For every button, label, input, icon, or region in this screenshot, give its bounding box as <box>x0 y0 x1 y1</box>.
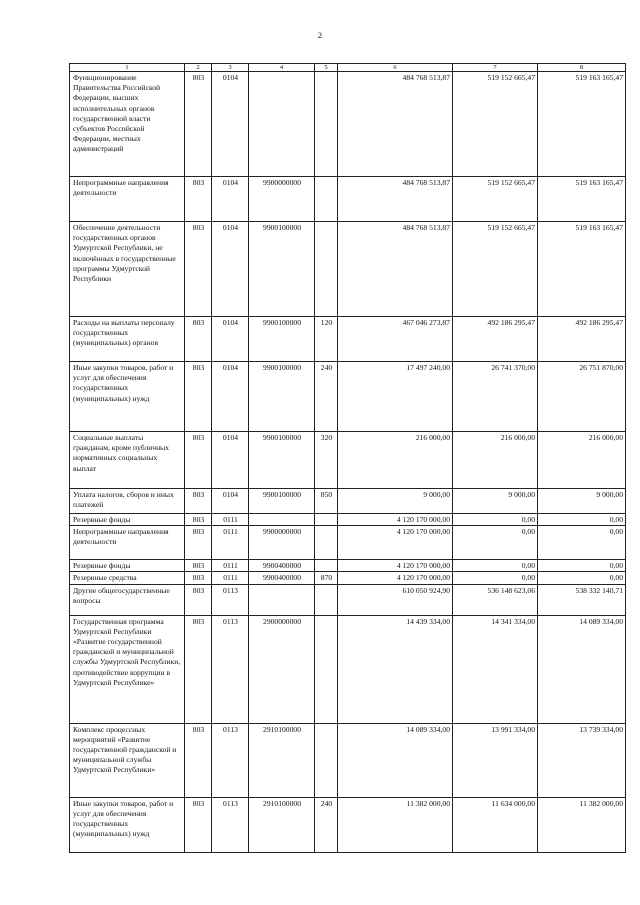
value-cell: 17 497 240,00 <box>338 362 453 432</box>
row-name-cell: Государственная программа Удмуртской Республики «Развитие государственной гражданской и муниципальной службы Удмуртской Республики, противодействие коррупции в Удмуртской Республике» <box>70 615 185 723</box>
value-cell: 467 046 273,87 <box>338 317 453 362</box>
table-row <box>70 584 626 615</box>
value-cell: 9 000,00 <box>453 489 538 514</box>
column-header: 3 <box>212 64 249 72</box>
value-cell: 9900000000 <box>249 526 315 560</box>
table-row <box>70 222 626 317</box>
value-cell: 0,00 <box>538 514 626 526</box>
value-cell: 803 <box>185 560 212 572</box>
row-name-cell: Иные закупки товаров, работ и услуг для обеспечения государственных (муниципальных) нужд <box>70 362 185 432</box>
table-row <box>70 514 626 526</box>
value-cell: 803 <box>185 432 212 489</box>
row-name-cell: Другие общегосударственные вопросы <box>70 584 185 615</box>
value-cell: 870 <box>315 572 338 584</box>
table-header-row <box>70 64 626 72</box>
value-cell: 519 152 665,47 <box>453 222 538 317</box>
column-header: 8 <box>538 64 626 72</box>
value-cell: 803 <box>185 572 212 584</box>
value-cell: 803 <box>185 797 212 852</box>
row-name-cell: Резервные фонды <box>70 514 185 526</box>
table-row <box>70 362 626 432</box>
value-cell: 26 741 370,00 <box>453 362 538 432</box>
value-cell: 216 000,00 <box>453 432 538 489</box>
row-name-cell: Резервные средства <box>70 572 185 584</box>
value-cell: 9900100000 <box>249 489 315 514</box>
value-cell: 13 991 334,00 <box>453 723 538 797</box>
value-cell: 9 000,00 <box>338 489 453 514</box>
value-cell: 803 <box>185 177 212 222</box>
value-cell: 850 <box>315 489 338 514</box>
value-cell: 803 <box>185 362 212 432</box>
value-cell: 240 <box>315 797 338 852</box>
value-cell: 11 634 000,00 <box>453 797 538 852</box>
value-cell: 536 148 623,06 <box>453 584 538 615</box>
value-cell: 14 439 334,00 <box>338 615 453 723</box>
row-name-cell: Иные закупки товаров, работ и услуг для обеспечения государственных (муниципальных) нужд <box>70 797 185 852</box>
value-cell: 0111 <box>212 572 249 584</box>
row-name-cell: Функционирование Правительства Российской Федерации, высших исполнительных органов государственной власти субъектов Российской Федерации, местных администраций <box>70 72 185 177</box>
value-cell: 4 120 170 000,00 <box>338 560 453 572</box>
value-cell: 13 739 334,00 <box>538 723 626 797</box>
value-cell: 9900100000 <box>249 222 315 317</box>
value-cell: 803 <box>185 72 212 177</box>
value-cell: 803 <box>185 222 212 317</box>
value-cell: 519 163 165,47 <box>538 177 626 222</box>
value-cell: 803 <box>185 723 212 797</box>
value-cell: 803 <box>185 514 212 526</box>
row-name-cell: Резервные фонды <box>70 560 185 572</box>
value-cell: 0113 <box>212 584 249 615</box>
row-name-cell: Социальные выплаты гражданам, кроме публичных нормативных социальных выплат <box>70 432 185 489</box>
value-cell: 2910100000 <box>249 797 315 852</box>
value-cell: 803 <box>185 526 212 560</box>
value-cell: 4 120 170 000,00 <box>338 526 453 560</box>
table-row <box>70 317 626 362</box>
value-cell: 2910100000 <box>249 723 315 797</box>
value-cell: 484 768 513,87 <box>338 177 453 222</box>
value-cell <box>315 723 338 797</box>
row-name-cell: Обеспечение деятельности государственных органов Удмуртской Республики, не включённых в государственные программы Удмуртской Республики <box>70 222 185 317</box>
value-cell: 803 <box>185 615 212 723</box>
column-header: 4 <box>249 64 315 72</box>
value-cell: 0104 <box>212 222 249 317</box>
value-cell: 0111 <box>212 526 249 560</box>
value-cell: 0104 <box>212 362 249 432</box>
value-cell: 519 163 165,47 <box>538 72 626 177</box>
value-cell <box>315 615 338 723</box>
value-cell <box>249 514 315 526</box>
value-cell: 9900100000 <box>249 432 315 489</box>
row-name-cell: Комплекс процессных мероприятий «Развитие государственной гражданской и муниципальной службы Удмуртской Республики» <box>70 723 185 797</box>
value-cell <box>315 72 338 177</box>
value-cell: 519 152 665,47 <box>453 177 538 222</box>
value-cell: 0,00 <box>538 572 626 584</box>
value-cell: 11 382 000,00 <box>338 797 453 852</box>
table-row <box>70 489 626 514</box>
page-number: 2 <box>317 30 323 40</box>
table-row <box>70 615 626 723</box>
value-cell: 240 <box>315 362 338 432</box>
table-row <box>70 177 626 222</box>
column-header: 2 <box>185 64 212 72</box>
value-cell: 216 000,00 <box>338 432 453 489</box>
value-cell: 4 120 170 000,00 <box>338 572 453 584</box>
value-cell: 26 751 870,00 <box>538 362 626 432</box>
value-cell: 803 <box>185 584 212 615</box>
column-header: 5 <box>315 64 338 72</box>
value-cell: 484 768 513,87 <box>338 72 453 177</box>
value-cell <box>315 584 338 615</box>
value-cell: 0,00 <box>453 560 538 572</box>
value-cell: 0,00 <box>453 526 538 560</box>
value-cell: 14 341 334,00 <box>453 615 538 723</box>
value-cell: 9900000000 <box>249 177 315 222</box>
value-cell: 0104 <box>212 177 249 222</box>
value-cell: 14 089 334,00 <box>538 615 626 723</box>
value-cell <box>315 514 338 526</box>
value-cell: 9900100000 <box>249 317 315 362</box>
value-cell: 0,00 <box>538 526 626 560</box>
value-cell: 538 332 140,71 <box>538 584 626 615</box>
value-cell: 0104 <box>212 72 249 177</box>
table-row <box>70 526 626 560</box>
value-cell: 0,00 <box>453 514 538 526</box>
value-cell: 9 000,00 <box>538 489 626 514</box>
budget-table <box>69 63 626 853</box>
column-header: 1 <box>70 64 185 72</box>
value-cell: 9900400000 <box>249 560 315 572</box>
column-header: 6 <box>338 64 453 72</box>
value-cell <box>315 177 338 222</box>
value-cell: 0,00 <box>453 572 538 584</box>
value-cell: 9900100000 <box>249 362 315 432</box>
value-cell: 803 <box>185 317 212 362</box>
value-cell: 519 152 665,47 <box>453 72 538 177</box>
value-cell <box>249 584 315 615</box>
value-cell: 610 050 924,90 <box>338 584 453 615</box>
value-cell: 0113 <box>212 723 249 797</box>
value-cell: 0111 <box>212 514 249 526</box>
value-cell: 120 <box>315 317 338 362</box>
value-cell: 0,00 <box>538 560 626 572</box>
value-cell: 519 163 165,47 <box>538 222 626 317</box>
value-cell: 0104 <box>212 432 249 489</box>
value-cell: 484 768 513,87 <box>338 222 453 317</box>
table-row <box>70 797 626 852</box>
row-name-cell: Непрограммные направления деятельности <box>70 526 185 560</box>
value-cell: 0111 <box>212 560 249 572</box>
value-cell <box>315 560 338 572</box>
table-row <box>70 432 626 489</box>
value-cell: 14 089 334,00 <box>338 723 453 797</box>
value-cell: 216 000,00 <box>538 432 626 489</box>
value-cell: 492 186 295,47 <box>538 317 626 362</box>
table-row <box>70 72 626 177</box>
row-name-cell: Уплата налогов, сборов и иных платежей <box>70 489 185 514</box>
value-cell: 0113 <box>212 797 249 852</box>
value-cell: 2900000000 <box>249 615 315 723</box>
value-cell: 320 <box>315 432 338 489</box>
table-row <box>70 723 626 797</box>
table-row <box>70 572 626 584</box>
row-name-cell: Непрограммные направления деятельности <box>70 177 185 222</box>
value-cell: 0113 <box>212 615 249 723</box>
value-cell <box>315 526 338 560</box>
value-cell: 492 186 295,47 <box>453 317 538 362</box>
value-cell: 11 382 000,00 <box>538 797 626 852</box>
value-cell <box>249 72 315 177</box>
value-cell: 0104 <box>212 489 249 514</box>
row-name-cell: Расходы на выплаты персоналу государственных (муниципальных) органов <box>70 317 185 362</box>
column-header: 7 <box>453 64 538 72</box>
value-cell: 4 120 170 000,00 <box>338 514 453 526</box>
value-cell: 9900400000 <box>249 572 315 584</box>
table-row <box>70 560 626 572</box>
value-cell: 803 <box>185 489 212 514</box>
value-cell <box>315 222 338 317</box>
value-cell: 0104 <box>212 317 249 362</box>
